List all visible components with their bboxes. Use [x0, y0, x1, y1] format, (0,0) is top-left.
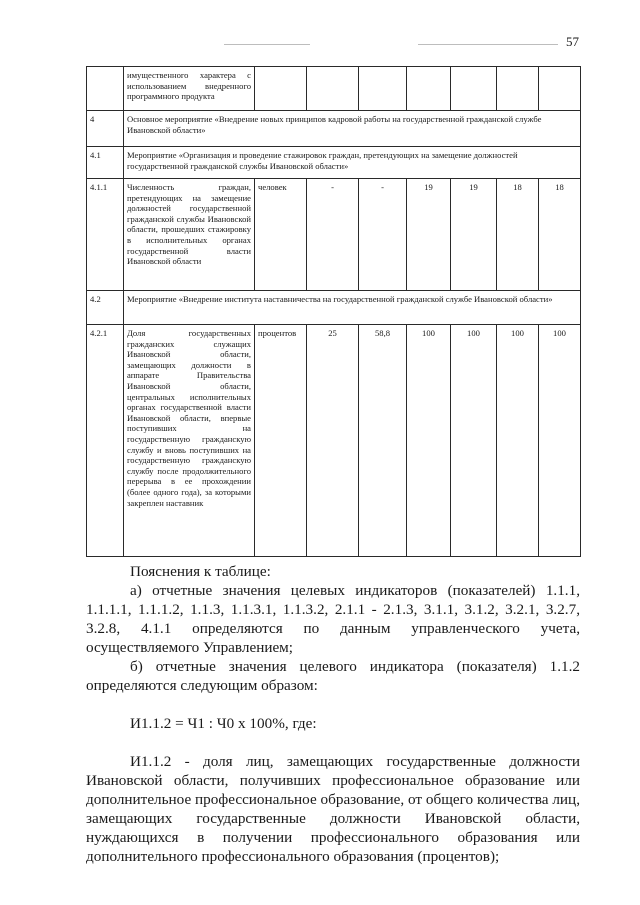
table-row — [87, 147, 581, 179]
scan-artifact-line — [418, 44, 558, 45]
table-row — [87, 111, 581, 147]
number-cell — [87, 67, 124, 111]
section-title: Основное мероприятие «Внедрение новых принципов кадровой работы на государственной гражданской службе Ивановской области» — [124, 111, 581, 147]
value-cell: 100 — [451, 325, 497, 557]
value-cell: 18 — [497, 179, 539, 291]
note-item-b: б) отчетные значения целевого индикатора (показателя) 1.1.2 определяются следующим образом: — [86, 658, 580, 694]
section-title: Мероприятие «Организация и проведение стажировок граждан, претендующих на замещение должностей государственной гражданской службы Ивановской области» — [124, 147, 581, 179]
value-cell — [451, 67, 497, 111]
value-cell — [539, 67, 581, 111]
section-number: 4 — [87, 111, 124, 147]
value-cell: 18 — [539, 179, 581, 291]
section-title: Мероприятие «Внедрение института наставничества на государственной гражданской службе Ивановской области» — [124, 291, 581, 325]
unit-cell: процентов — [255, 325, 307, 557]
table-notes — [86, 562, 580, 866]
formula-definition: И1.1.2 - доля лиц, замещающих государственные должности Ивановской области, получивших профессиональное образование или дополнительное профессиональное образование, от общего количества лиц, замещающих государственные должности Ивановской области, нуждающихся в получении профессионального образования или дополнительного профессионального образования (процентов); — [86, 753, 580, 865]
indicator-number: 4.2.1 — [87, 325, 124, 557]
value-cell — [497, 67, 539, 111]
note-item-a: а) отчетные значения целевых индикаторов (показателей) 1.1.1, 1.1.1.1, 1.1.1.2, 1.1.3, 1.1.3.1, 1.1.3.2, 2.1.1 - 2.1.3, 3.1.1, 3.1.2, 3.2.1, 3.2.7, 3.2.8, 4.1.1 определяются по данным управленческого учета, осуществляемого Управлением; — [86, 582, 580, 656]
value-cell: 58,8 — [359, 325, 407, 557]
value-cell — [407, 67, 451, 111]
unit-cell: человек — [255, 179, 307, 291]
indicator-description: Доля государственных гражданских служащих Ивановской области, замещающих должности в аппарате Правительства Ивановской области, центральных исполнительных органах государственной власти Ивановской области, впервые поступивших на государственную гражданскую службу и вновь поступивших на государственную гражданскую службу после продолжительного перерыва в ее прохождении (более одного года), за которыми закреплен наставник — [124, 325, 255, 557]
page-number: 57 — [566, 34, 579, 49]
indicator-description: Численность граждан, претендующих на замещение должностей государственной гражданской службы Ивановской области, прошедших стажировку в исполнительных органах государственной власти Ивановской области — [124, 179, 255, 291]
value-cell: 25 — [307, 325, 359, 557]
section-number: 4.1 — [87, 147, 124, 179]
value-cell: - — [359, 179, 407, 291]
value-cell: 19 — [451, 179, 497, 291]
value-cell: 19 — [407, 179, 451, 291]
indicators-table — [86, 66, 581, 557]
value-cell: 100 — [407, 325, 451, 557]
value-cell: - — [307, 179, 359, 291]
value-cell: 100 — [497, 325, 539, 557]
table-row — [87, 325, 581, 557]
table-row — [87, 179, 581, 291]
indicator-description: имущественного характера с использованием внедренного программного продукта — [124, 67, 255, 111]
table-row — [87, 67, 581, 111]
indicator-number: 4.1.1 — [87, 179, 124, 291]
value-cell — [307, 67, 359, 111]
notes-heading: Пояснения к таблице: — [130, 563, 271, 580]
scan-artifact-line — [224, 44, 310, 45]
section-number: 4.2 — [87, 291, 124, 325]
unit-cell — [255, 67, 307, 111]
value-cell: 100 — [539, 325, 581, 557]
formula: И1.1.2 = Ч1 : Ч0 x 100%, где: — [130, 715, 317, 732]
value-cell — [359, 67, 407, 111]
table-row — [87, 291, 581, 325]
